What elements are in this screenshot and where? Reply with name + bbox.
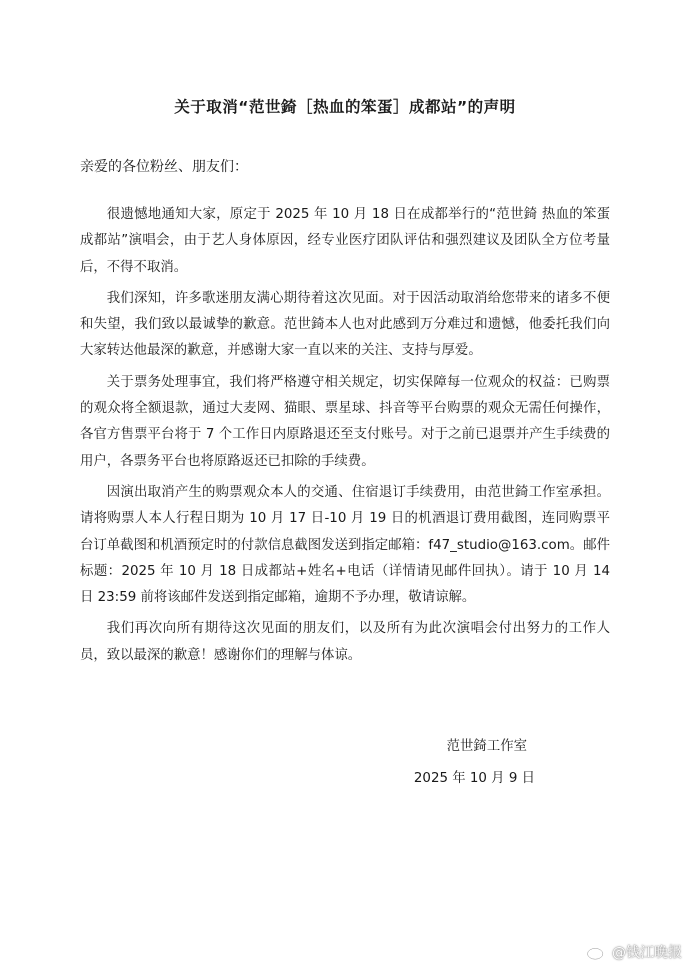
paragraph-cancellation-notice: 很遗憾地通知大家，原定于 2025 年 10 月 18 日在成都举行的“范世錡 热血的笨蛋成都站”演唱会，由于艺人身体原因，经专业医疗团队评估和强烈建议及团队全方位考量后，不得不取消。 — [80, 207, 610, 275]
watermark-text: @钱江晚报 — [612, 945, 682, 961]
paragraph-travel-compensation: 因演出取消产生的购票观众本人的交通、住宿退订手续费用，由范世錡工作室承担。请将购票人本人行程日期为 10 月 17 日-10 月 19 日的机酒退订费用截图，连同购票平台订单截图和机酒预定时的付款信息截图发送到指定邮箱：f47_studio@163.com。邮件标题：2025 年 10 月 18 日成都站+姓名+电话（详情请见邮件回执）。请于 10 月 14 日 23:59 前将该邮件发送到指定邮箱，逾期不予办理，敬请谅解。 — [80, 484, 610, 606]
source-watermark — [586, 942, 682, 962]
signature-organization: 范世錡工作室 — [446, 739, 527, 754]
document-body — [80, 202, 610, 674]
signature-block — [414, 733, 535, 793]
paragraph-ticket-refund: 关于票务处理事宜，我们将严格遵守相关规定，切实保障每一位观众的权益：已购票的观众将全额退款，通过大麦网、猫眼、票星球、抖音等平台购票的观众无需任何操作，各官方售票平台将于 7 个工作日内原路退还至支付账号。对于之前已退票并产生手续费的用户，各票务平台也将原路返还已扣除的手续费。 — [80, 374, 610, 469]
paragraph-closing: 我们再次向所有期待这次见面的朋友们，以及所有为此次演唱会付出努力的工作人员，致以最深的歉意！感谢你们的理解与体谅。 — [80, 621, 610, 663]
salutation: 亲爱的各位粉丝、朋友们： — [80, 159, 248, 175]
paragraph-apology: 我们深知，许多歌迷朋友满心期待着这次见面。对于因活动取消给您带来的诸多不便和失望，我们致以最诚挚的歉意。范世錡本人也对此感到万分难过和遗憾，他委托我们向大家转达他最深的歉意，并感谢大家一直以来的关注、支持与厚爱。 — [80, 290, 610, 359]
weibo-icon — [586, 943, 608, 961]
signature-date: 2025 年 10 月 9 日 — [413, 771, 535, 786]
document-title: 关于取消“范世錡［热血的笨蛋］成都站”的声明 — [174, 98, 516, 116]
